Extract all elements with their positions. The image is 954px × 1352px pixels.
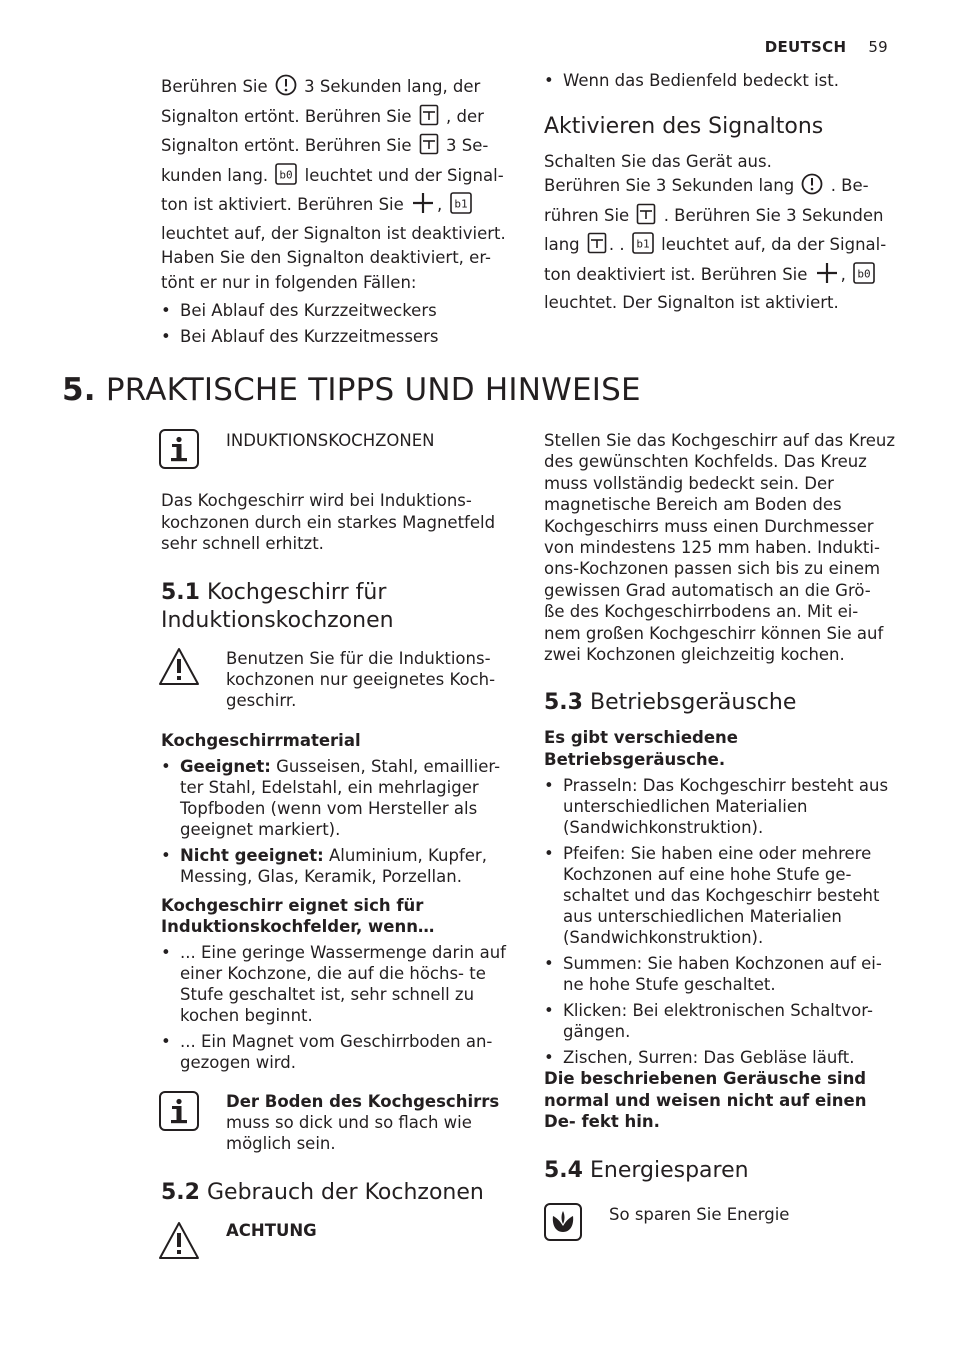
section-heading: Aktivieren des Signaltons [544,114,824,139]
subheading: Kochgeschirrmaterial [161,731,361,750]
chapter-title [62,366,641,414]
signal-tone-instructions [161,74,513,347]
display-b1-icon [632,232,654,262]
text-run: . Berühren Sie 3 Sekunden lang [544,205,884,254]
subheading: Kochgeschirr eignet sich für Induktionskochfelder, wenn… [161,896,435,936]
text-run: leuchtet auf, da der Signal- ton deaktiviert ist. Berühren Sie [544,235,887,284]
list-item: • Bei Ablauf des Kurzzeitmessers [161,326,513,347]
material-list [161,756,513,887]
warning-icon [158,646,200,688]
section-title: Betriebsgeräusche [589,690,797,716]
cookware-material-section [161,730,513,1073]
text-run: leuchtet auf, der Signalton ist deaktiviert. Haben Sie den Signalton deaktiviert, er- tönt er nur in folgenden Fällen: [161,223,506,292]
list-item: • ... Eine geringe Wassermenge darin auf einer Kochzone, die auf die höchs- te Stufe geschaltet ist, sehr schnell zu kochen beginnt. [161,942,513,1026]
list-item: • ... Ein Magnet vom Geschirrboden an- gezogen wird. [161,1031,513,1073]
induction-intro: Das Kochgeschirr wird bei Induktions- kochzonen durch ein starkes Magnetfeld sehr schnell erhitzt. [161,491,496,553]
plus-icon [815,262,839,292]
lock-key-icon [636,203,656,233]
section-number: 5.3 [544,690,583,716]
list-label: Nicht geeignet: [180,846,324,865]
noise-footer: Die beschriebenen Geräusche sind normal und weisen nicht auf einen De- fekt hin. [544,1069,867,1132]
chapter-number: 5. [62,372,96,408]
list-text: Gusseisen, Stahl, emaillier- ter Stahl, Edelstahl, ein mehrlagiger Topfboden (wenn vom Hersteller als geeignet markiert). [180,757,501,839]
noise-list [544,775,896,1068]
subheading: Es gibt verschiedene Betriebsgeräusche. [544,728,738,769]
plus-icon [411,192,435,222]
section-5-1-heading [161,579,513,635]
text-run: 3 Sekunden lang, der Signalton ertönt. Berühren Sie [161,77,481,126]
list-item [161,756,513,840]
svg-text:b0: b0 [857,267,871,280]
list-item: • Pfeifen: Sie haben eine oder mehrere Kochzonen auf eine hohe Stufe ge- schaltet und das Kochgeschirr besteht aus unterschiedlichen Materialien (Sandwichkonstruktion). [544,843,896,948]
list-text: Aluminium, Kupfer, Messing, Glas, Keramik, Porzellan. [180,846,487,886]
page-header [765,38,888,56]
info-icon [158,428,200,470]
text-paragraph: Schalten Sie das Gerät aus. [544,152,772,171]
left-column [161,490,513,635]
text-run: leuchtet und der Signal- ton ist aktiviert. Berühren Sie [161,165,504,214]
caution-label: ACHTUNG [226,1221,317,1240]
section-number: 5.1 [161,579,200,605]
info-note-text [226,1091,511,1154]
section-title: Kochgeschirr für Induktionskochzonen [161,579,394,633]
display-b0-icon [275,163,297,193]
list-item: • Wenn das Bedienfeld bedeckt ist. [544,70,896,91]
signal-tone-paragraph [161,74,513,295]
power-icon [275,74,297,104]
display-b1-icon [450,192,472,222]
section-5-2-heading [161,1179,484,1207]
section-number: 5.4 [544,1157,583,1183]
energy-note-text: So sparen Sie Energie [609,1205,790,1224]
text-run: , [437,195,443,214]
section-5-3-heading [544,689,896,717]
list-label: Geeignet: [180,757,271,776]
note-bold: Der Boden des Kochgeschirrs [226,1092,500,1111]
list-item: • Summen: Sie haben Kochzonen auf ei- ne hohe Stufe geschaltet. [544,953,896,995]
text-run: , [840,264,846,284]
warning-icon [158,1220,200,1262]
list-item: • Klicken: Bei elektronischen Schaltvor- gängen. [544,1000,896,1042]
header-language: DEUTSCH [764,38,847,56]
lock-key-icon [419,104,439,134]
power-icon [801,173,823,203]
section-title: Energiesparen [589,1157,749,1183]
placement-paragraph: Stellen Sie das Kochgeschirr auf das Kreuz des gewünschten Kochfelds. Das Kreuz muss vollständig bedeckt sein. Der magnetische Bereich am Boden des Kochgeschirrs muss einen Durchmesser von mindestens 125 mm haben. Indukti- ons-Kochzonen passen sich bis zu einem gewissen Grad automatisch an die Grö- ße des Kochgeschirrbodens an. Mit ei- nem großen Kochgeschirr können Sie auf zwei Kochzonen gleichzeitig kochen. [544,431,896,665]
svg-text:b1: b1 [453,197,468,211]
list-item: • Zischen, Surren: Das Gebläse läuft. [544,1047,896,1068]
section-number: 5.2 [161,1180,200,1205]
lock-key-icon [419,133,439,163]
list-item: • Bei Ablauf des Kurzzeitweckers [161,300,513,321]
suitable-list [161,942,513,1073]
info-icon [158,1090,200,1132]
svg-text:b0: b0 [279,168,294,181]
info-note-text: INDUKTIONSKOCHZONEN [226,431,435,450]
activate-paragraph [544,173,896,316]
activate-signal-section [544,70,896,316]
text-run: Berühren Sie [161,77,268,96]
note-text: muss so dick und so flach wie möglich sein. [226,1113,472,1153]
section-5-4-heading [544,1157,896,1185]
bullet-list [544,70,896,91]
lock-key-icon [587,232,607,262]
text-run: leuchtet. Der Signalton ist aktiviert. [544,293,839,312]
signal-tone-cases [161,300,513,347]
chapter-name: PRAKTISCHE TIPPS UND HINWEISE [105,372,641,408]
warning-note-text: Benutzen Sie für die Induktions- kochzonen nur geeignetes Koch- geschirr. [226,649,496,710]
text-run: . . [608,235,625,254]
text-run: 3 Se- kunden lang. [161,136,489,185]
text-run: . Be- rühren Sie [544,176,869,225]
list-item [161,845,513,887]
eco-leaf-icon [543,1202,583,1242]
display-b0-icon [853,262,875,292]
section-title: Gebrauch der Kochzonen [206,1180,484,1205]
list-item: • Prasseln: Das Kochgeschirr besteht aus unterschiedlichen Materialien (Sandwichkonstruktion). [544,775,896,838]
page-number: 59 [868,38,888,56]
right-column [544,430,896,1185]
text-run: , der Signalton ertönt. Berühren Sie [161,106,484,155]
text-run: Berühren Sie 3 Sekunden lang [544,176,795,195]
svg-text:b1: b1 [636,237,650,251]
